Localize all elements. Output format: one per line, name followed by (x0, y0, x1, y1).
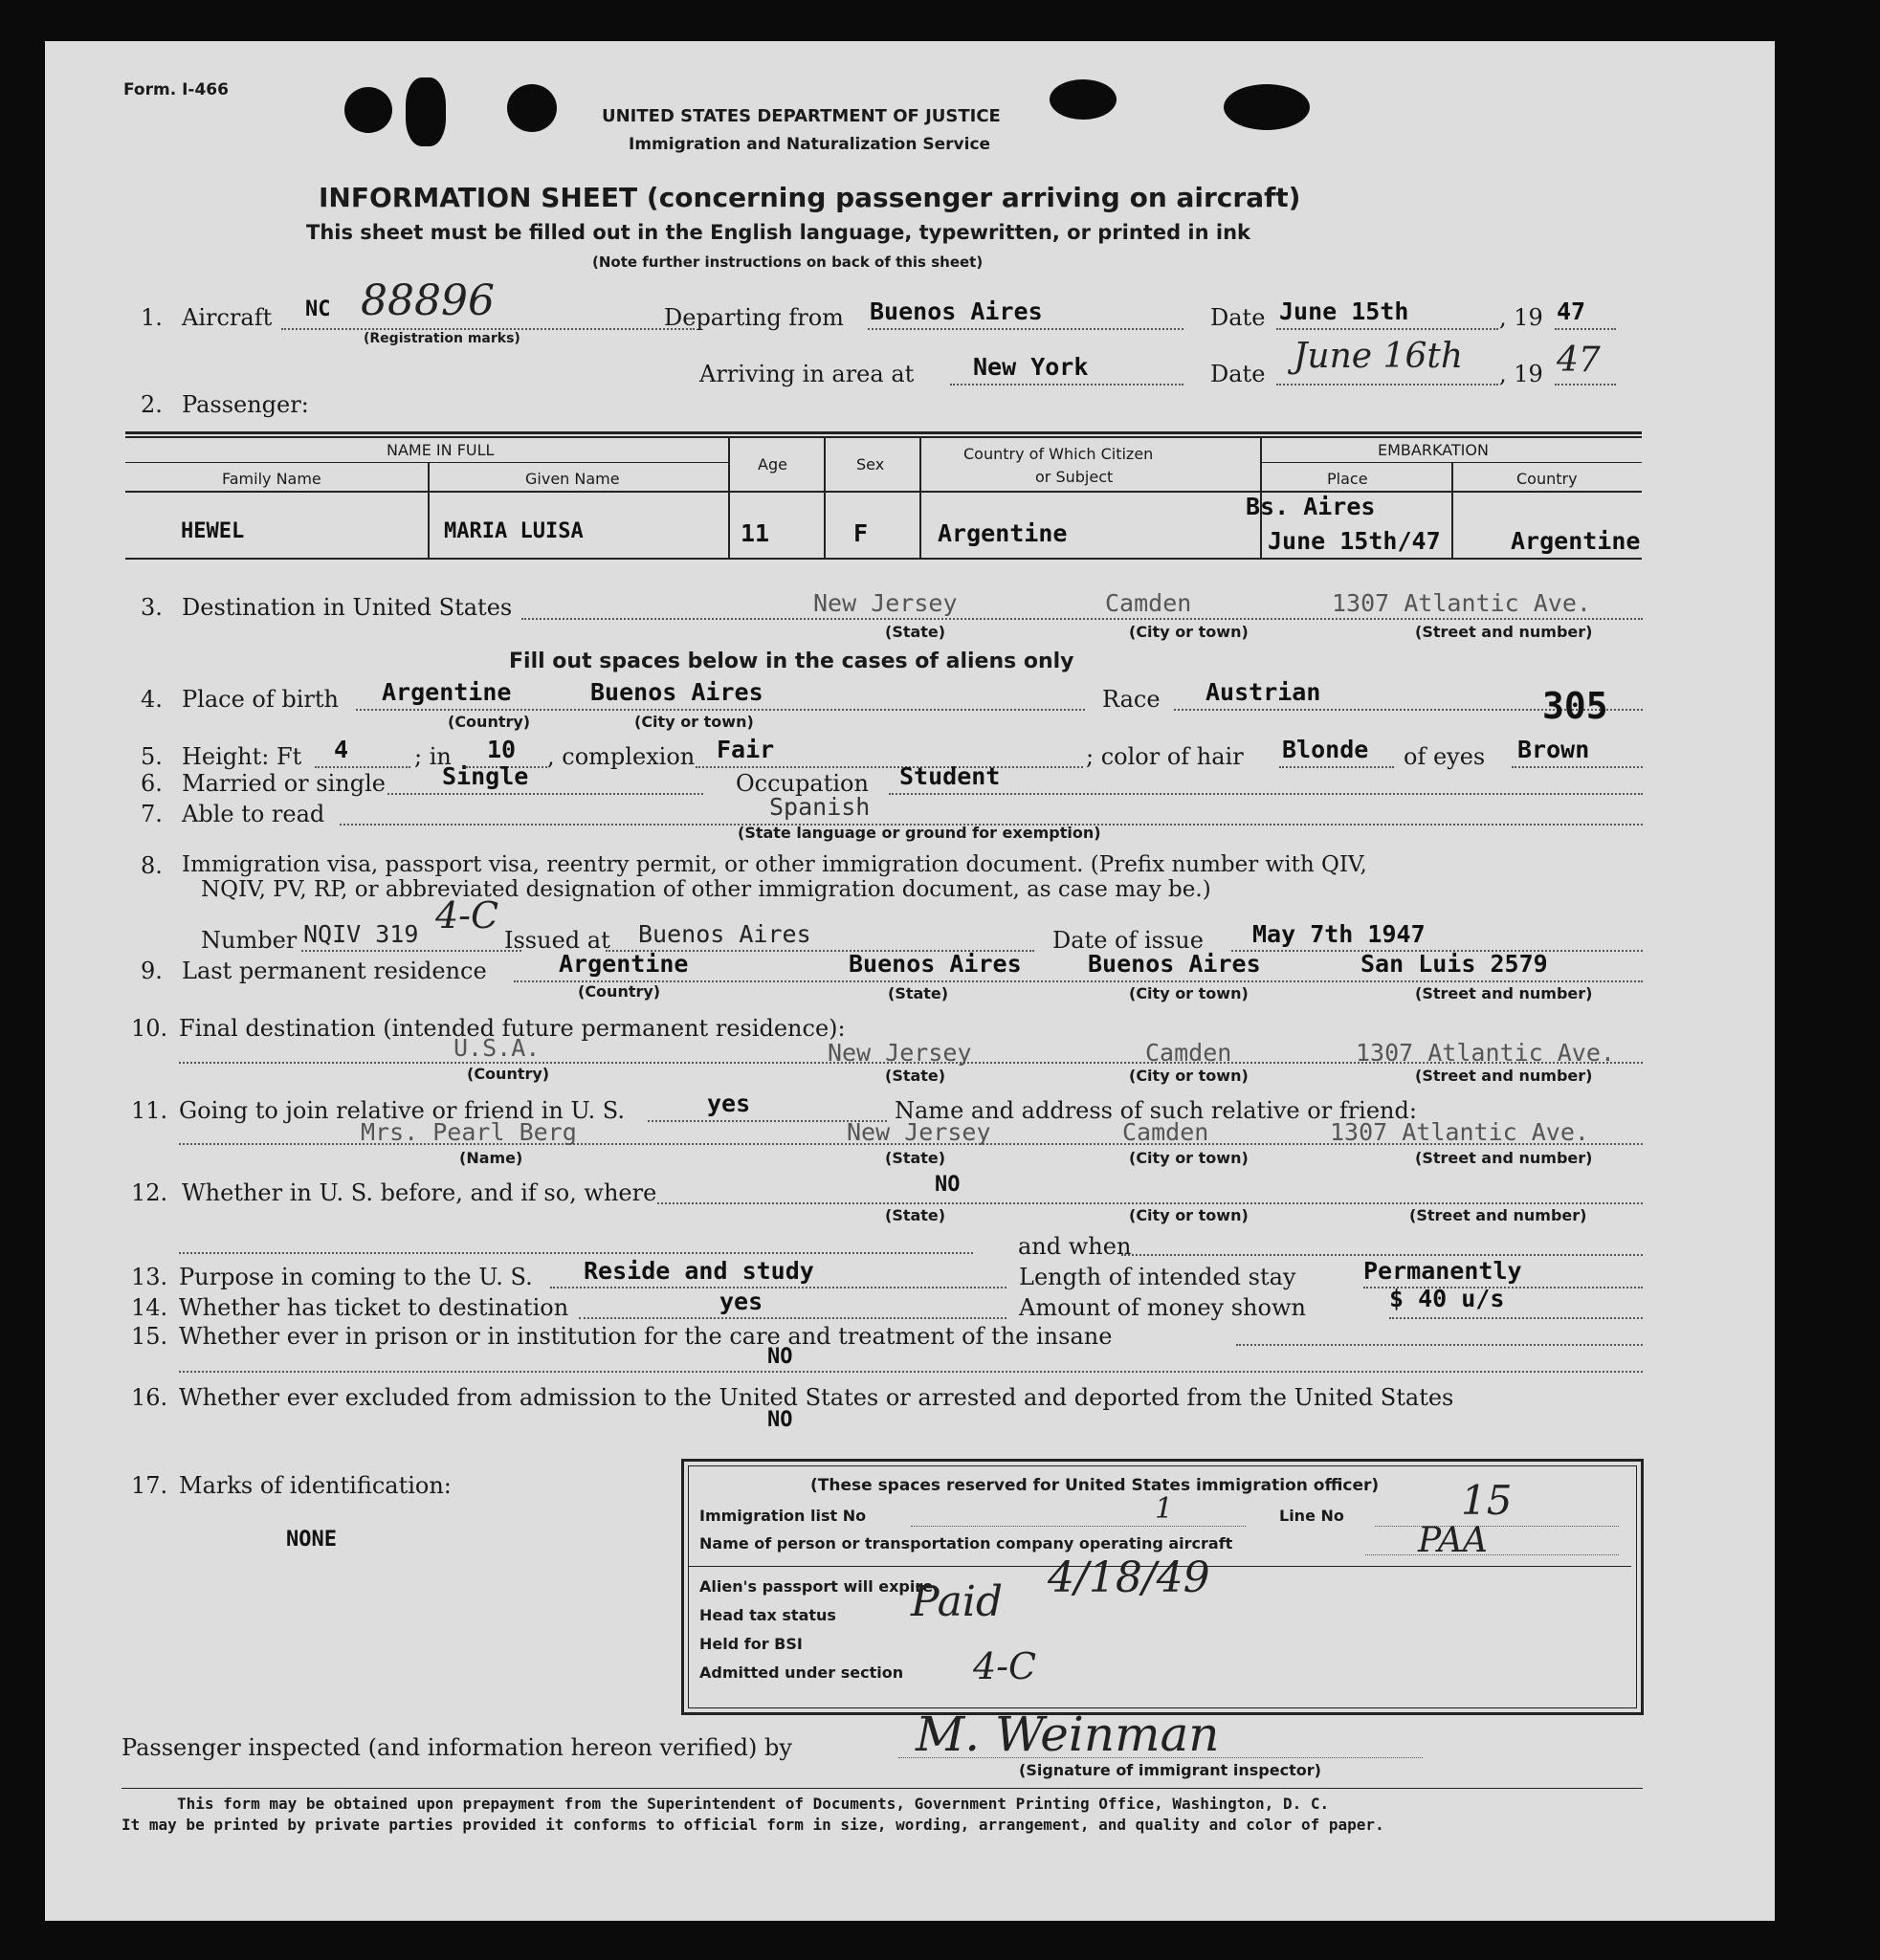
state-caption: (State) (885, 1067, 946, 1085)
table-border (125, 431, 1642, 434)
citizen-header: or Subject (1035, 468, 1114, 486)
previous-visit-field-2[interactable] (179, 1252, 973, 1254)
birthplace-field[interactable] (356, 709, 1085, 711)
residence-state: Buenos Aires (849, 950, 1022, 978)
bsi-label: Held for BSI (699, 1635, 803, 1653)
punch-hole (344, 87, 392, 133)
document-instructions: Immigration visa, passport visa, reentry permit, or other immigration document. (Prefix number with QIV, (182, 852, 1367, 877)
city-caption: (City or town) (1129, 1206, 1249, 1224)
join-relative-label: Going to join relative or friend in U. S. (179, 1097, 625, 1124)
inspector-signature: M. Weinman (916, 1707, 1220, 1762)
table-divider (125, 462, 728, 463)
join-relative-value: yes (707, 1090, 751, 1117)
arriving-field[interactable] (950, 384, 1183, 385)
aircraft-field[interactable] (281, 328, 695, 330)
age-value[interactable]: 11 (741, 519, 770, 547)
money-label: Amount of money shown (1019, 1294, 1306, 1321)
table-border (125, 436, 1642, 438)
prison-value: NO (767, 1345, 793, 1369)
line-no-field[interactable] (1375, 1526, 1619, 1527)
age-header: Age (758, 455, 787, 473)
embarkation-country-value[interactable]: Argentine (1511, 527, 1641, 555)
height-ft-value: 4 (334, 736, 349, 763)
final-street: 1307 Atlantic Ave. (1356, 1039, 1615, 1067)
aircraft-registration: 88896 (361, 276, 495, 325)
item-number: 14. (131, 1294, 168, 1321)
occupation-field[interactable] (889, 793, 1643, 795)
footer-note: It may be printed by private parties provided it conforms to official form in size, wording, arrangement, and quality and color of paper. (122, 1816, 1384, 1834)
date-label: Date (1210, 361, 1266, 387)
item-number: 10. (131, 1015, 168, 1042)
street-caption: (Street and number) (1415, 1067, 1593, 1085)
ticket-label: Whether has ticket to destination (179, 1294, 569, 1321)
line-no-label: Line No (1279, 1507, 1344, 1525)
item-number: 4. (141, 686, 163, 713)
admitted-label: Admitted under section (699, 1663, 904, 1682)
money-field[interactable] (1389, 1317, 1643, 1319)
ticket-field[interactable] (579, 1317, 1006, 1319)
line-no-value: 15 (1461, 1477, 1513, 1524)
height-in-label: ; in (414, 743, 452, 770)
place-header: Place (1327, 470, 1368, 488)
complexion-label: , complexion (547, 743, 696, 770)
stay-label: Length of intended stay (1019, 1264, 1296, 1290)
identification-label: Marks of identification: (179, 1472, 452, 1499)
year-field[interactable] (1555, 328, 1616, 330)
departure-date: June 15th (1279, 297, 1409, 325)
destination-field[interactable] (521, 618, 1643, 620)
read-label: Able to read (182, 801, 325, 827)
country-caption: (Country) (578, 982, 661, 1001)
city-caption: (City or town) (1129, 623, 1249, 641)
city-caption: (City or town) (634, 713, 754, 731)
prison-field-2[interactable] (179, 1371, 1643, 1373)
hair-label: ; color of hair (1086, 743, 1244, 770)
table-col-divider (728, 437, 730, 559)
item-number: 3. (141, 594, 163, 621)
street-caption: (Street and number) (1409, 1206, 1587, 1224)
relative-state: New Jersey (847, 1118, 991, 1146)
name-caption: (Name) (459, 1149, 523, 1167)
item-number: 9. (141, 958, 163, 984)
departure-year: 47 (1557, 297, 1586, 325)
head-tax-value: Paid (911, 1577, 1004, 1626)
given-name-header: Given Name (525, 470, 620, 488)
company-label: Name of person or transportation company operating aircraft (699, 1534, 1233, 1553)
document-instructions: NQIV, PV, RP, or abbreviated designation of other immigration document, as case may be.) (201, 877, 1211, 902)
given-name-value[interactable]: MARIA LUISA (444, 519, 584, 543)
embarkation-header: EMBARKATION (1378, 441, 1489, 459)
hair-field[interactable] (1279, 766, 1394, 768)
year-prefix: , 19 (1499, 304, 1543, 331)
read-value: Spanish (769, 793, 871, 821)
city-caption: (City or town) (1129, 984, 1249, 1002)
service-name: Immigration and Naturalization Service (629, 135, 991, 154)
table-divider (125, 491, 1642, 493)
street-caption: (Street and number) (1415, 1149, 1593, 1167)
sex-value[interactable]: F (853, 519, 869, 547)
residence-field[interactable] (514, 980, 1643, 982)
document-class-handwritten: 4-C (435, 894, 499, 936)
previous-visit-value: NO (935, 1173, 961, 1197)
punch-hole (507, 84, 557, 132)
complexion-value: Fair (717, 736, 775, 763)
name-in-full-header: NAME IN FULL (387, 441, 495, 459)
signature-caption: (Signature of immigrant inspector) (1019, 1761, 1321, 1779)
item-number: 15. (131, 1323, 168, 1350)
final-city: Camden (1145, 1039, 1232, 1067)
relative-city: Camden (1122, 1118, 1209, 1146)
final-state: New Jersey (828, 1039, 972, 1067)
stamp-number: 305 (1542, 685, 1608, 727)
item-number: 8. (141, 852, 163, 879)
arriving-value: New York (973, 353, 1089, 381)
eyes-label: of eyes (1404, 743, 1486, 770)
relative-street: 1307 Atlantic Ave. (1330, 1118, 1589, 1146)
prison-label: Whether ever in prison or in institution for the care and treatment of the insane (179, 1323, 1113, 1350)
head-tax-label: Head tax status (699, 1606, 836, 1624)
instructions-note: (Note further instructions on back of this sheet) (592, 253, 984, 271)
issued-value: Buenos Aires (638, 920, 811, 948)
officer-box-heading: (These spaces reserved for United States immigration officer) (810, 1476, 1380, 1495)
previous-visit-field[interactable] (657, 1202, 1643, 1204)
destination-city: Camden (1105, 589, 1192, 617)
signature-field[interactable] (898, 1757, 1423, 1758)
birth-city: Buenos Aires (590, 678, 763, 706)
arrival-date-field[interactable] (1276, 384, 1498, 385)
destination-street: 1307 Atlantic Ave. (1332, 589, 1591, 617)
punch-hole (406, 77, 446, 146)
city-caption: (City or town) (1129, 1067, 1249, 1085)
issue-date-label: Date of issue (1052, 927, 1204, 954)
family-name-value[interactable]: HEWEL (181, 519, 245, 543)
street-caption: (Street and number) (1415, 984, 1593, 1002)
residence-country: Argentine (559, 950, 689, 978)
departing-value: Buenos Aires (870, 297, 1043, 325)
item-number: 6. (141, 770, 163, 797)
race-label: Race (1102, 686, 1161, 713)
state-caption: (State) (885, 1206, 946, 1224)
final-destination-label: Final destination (intended future permanent residence): (179, 1015, 846, 1042)
item-number: 13. (131, 1264, 168, 1290)
street-caption: (Street and number) (1415, 623, 1593, 641)
height-label: Height: Ft (182, 743, 302, 770)
document-number-field[interactable] (301, 950, 521, 952)
family-name-header: Family Name (222, 470, 321, 488)
state-caption: (State) (885, 623, 946, 641)
list-no-value: 1 (1155, 1492, 1174, 1526)
residence-street: San Luis 2579 (1360, 950, 1548, 978)
table-col-divider (428, 463, 430, 559)
embarkation-place-value[interactable]: Bs. Aires (1246, 493, 1376, 520)
excluded-value: NO (767, 1408, 793, 1432)
arrival-date: June 16th (1294, 337, 1464, 376)
footer-note: This form may be obtained upon prepayment from the Superintendent of Documents, Government Printing Office, Washington, D. C. (177, 1795, 1330, 1813)
item-number: 7. (141, 801, 163, 827)
departing-label: Departing from (664, 304, 844, 331)
citizen-value[interactable]: Argentine (938, 519, 1068, 547)
departure-date-field[interactable] (1276, 328, 1498, 330)
race-value: Austrian (1205, 678, 1321, 706)
table-col-divider (919, 437, 921, 559)
year-prefix: , 19 (1499, 361, 1543, 387)
state-caption: (State) (888, 984, 949, 1002)
departing-field[interactable] (868, 328, 1183, 330)
eyes-value: Brown (1517, 736, 1590, 763)
year-field[interactable] (1555, 384, 1616, 385)
arrival-year: 47 (1557, 341, 1601, 380)
relative-name: Mrs. Pearl Berg (361, 1118, 577, 1146)
purpose-value: Reside and study (584, 1257, 814, 1285)
item-number: 16. (131, 1384, 168, 1411)
document-number: NQIV 319 (303, 920, 419, 948)
read-caption: (State language or ground for exemption) (738, 824, 1101, 842)
registration-caption: (Registration marks) (364, 331, 520, 346)
destination-state: New Jersey (813, 589, 958, 617)
country-caption: (Country) (467, 1065, 550, 1083)
item-number: 1. (141, 304, 163, 331)
form-sheet (45, 41, 1775, 1921)
date-label: Date (1210, 304, 1266, 331)
height-in-value: 10 (487, 736, 517, 763)
item-number: 5. (141, 743, 163, 770)
occupation-label: Occupation (736, 770, 869, 797)
height-ft-field[interactable] (315, 766, 410, 768)
complexion-field[interactable] (696, 766, 1083, 768)
residence-city: Buenos Aires (1088, 950, 1261, 978)
relative-name-label: Name and address of such relative or friend: (895, 1097, 1417, 1124)
page-subtitle: This sheet must be filled out in the English language, typewritten, or printed in ink (306, 221, 1250, 244)
hair-value: Blonde (1282, 736, 1369, 763)
passenger-label: Passenger: (182, 391, 309, 418)
arriving-label: Arriving in area at (699, 361, 915, 387)
final-country: U.S.A. (453, 1034, 541, 1062)
purpose-label: Purpose in coming to the U. S. (179, 1264, 533, 1290)
excluded-label: Whether ever excluded from admission to the United States or arrested and deported from the United States (179, 1384, 1454, 1411)
punch-hole (1050, 79, 1117, 120)
punch-hole (1224, 84, 1310, 130)
aliens-section-heading: Fill out spaces below in the cases of aliens only (509, 650, 1074, 673)
list-no-label: Immigration list No (699, 1507, 867, 1525)
birthplace-label: Place of birth (182, 686, 339, 713)
sex-header: Sex (856, 455, 885, 473)
marital-label: Married or single (182, 770, 386, 797)
residence-label: Last permanent residence (182, 958, 487, 984)
when-field[interactable] (1121, 1254, 1643, 1256)
occupation-value: Student (899, 762, 1001, 790)
citizen-header: Country of Which Citizen (963, 445, 1154, 463)
table-border (125, 558, 1642, 560)
country-caption: (Country) (448, 713, 531, 731)
ticket-value: yes (719, 1288, 763, 1315)
item-number: 17. (131, 1472, 168, 1499)
aircraft-label: Aircraft (182, 304, 273, 331)
identification-value: NONE (286, 1528, 337, 1552)
embarkation-date-value[interactable]: June 15th/47 (1268, 527, 1441, 555)
country-header: Country (1516, 470, 1578, 488)
item-number: 11. (131, 1097, 168, 1124)
footer-rule (122, 1788, 1643, 1789)
item-number: 2. (141, 391, 163, 418)
aircraft-prefix: NC (305, 297, 331, 321)
birth-country: Argentine (382, 678, 512, 706)
list-no-field[interactable] (911, 1526, 1246, 1527)
table-col-divider (1451, 463, 1453, 559)
company-field[interactable] (1365, 1554, 1619, 1555)
issue-date-value: May 7th 1947 (1252, 920, 1426, 948)
document-number-label: Number (201, 927, 298, 954)
state-caption: (State) (885, 1149, 946, 1167)
issued-label: Issued at (504, 927, 610, 954)
company-value: PAA (1418, 1521, 1488, 1560)
previous-visit-label: Whether in U. S. before, and if so, where (182, 1179, 657, 1206)
item-number: 12. (131, 1179, 168, 1206)
passport-value: 4/18/49 (1048, 1553, 1210, 1602)
and-when-label: and when (1018, 1233, 1132, 1260)
money-value: $ 40 u/s (1389, 1285, 1505, 1312)
purpose-field[interactable] (550, 1287, 1006, 1288)
page-title: INFORMATION SHEET (concerning passenger arriving on aircraft) (319, 182, 1301, 213)
form-number: Form. I-466 (123, 80, 229, 99)
inspected-label: Passenger inspected (and information hereon verified) by (122, 1734, 792, 1761)
table-col-divider (824, 437, 826, 559)
stay-value: Permanently (1363, 1257, 1522, 1285)
city-caption: (City or town) (1129, 1149, 1249, 1167)
marital-field[interactable] (387, 793, 703, 795)
marital-value: Single (442, 762, 529, 790)
prison-field[interactable] (1236, 1344, 1643, 1346)
eyes-field[interactable] (1512, 766, 1643, 768)
passport-label: Alien's passport will expire (699, 1577, 934, 1596)
admitted-value: 4-C (973, 1645, 1037, 1687)
department-name: UNITED STATES DEPARTMENT OF JUSTICE (602, 106, 1001, 126)
destination-label: Destination in United States (182, 594, 513, 621)
